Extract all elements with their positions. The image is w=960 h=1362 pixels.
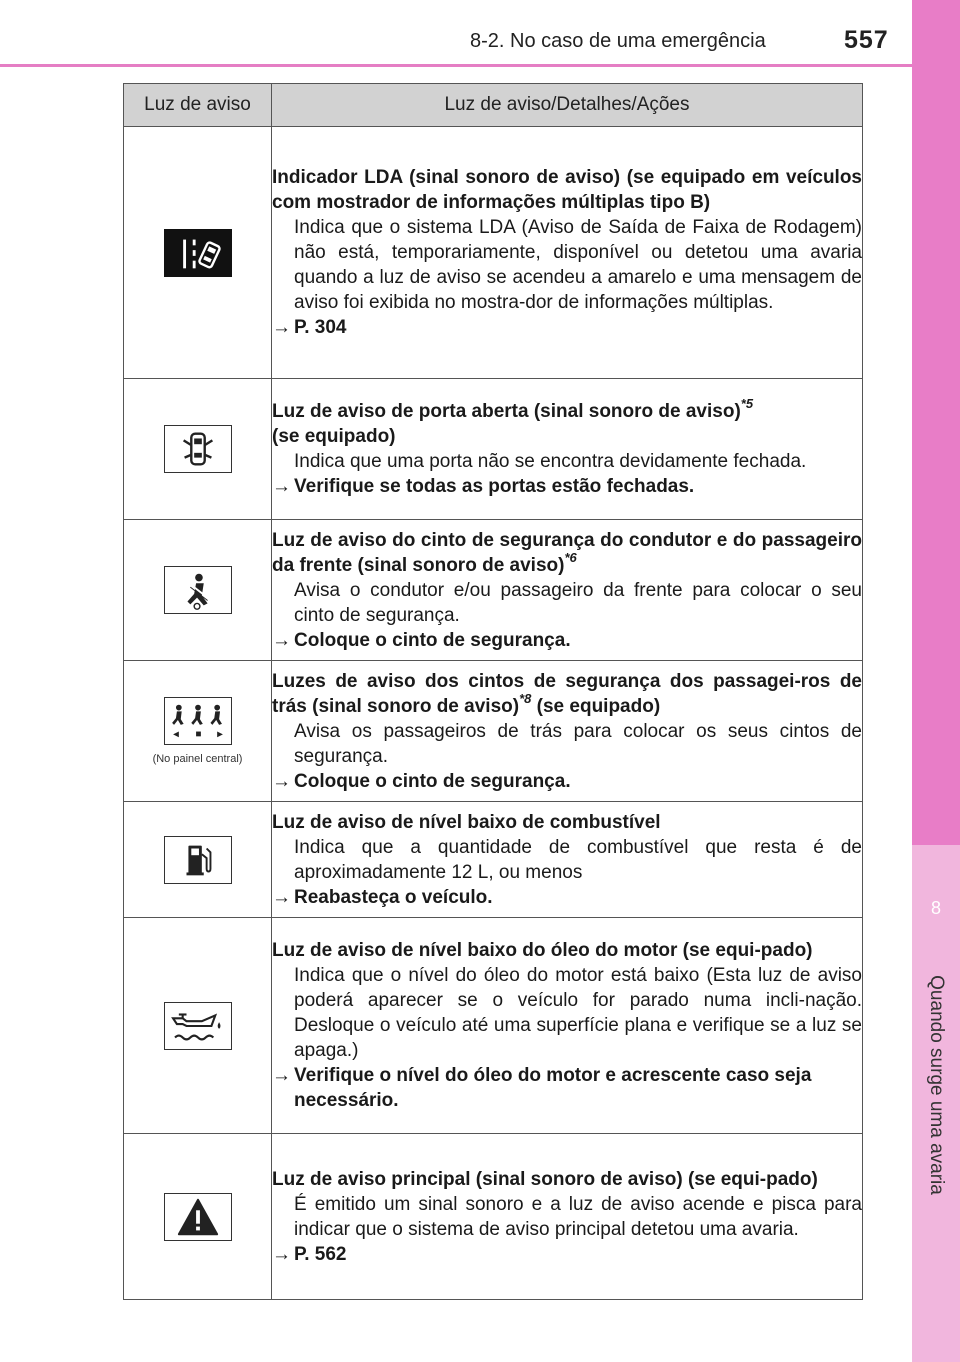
table-row: [124, 520, 863, 661]
row-title: Luzes de aviso dos cintos de segurança dos passagei-ros de trás (sinal sonoro de aviso)$^{*8}$ (se equipado): [272, 670, 862, 717]
footnote-marker: *5: [740, 396, 754, 411]
action-text: Verifique se todas as portas estão fechadas.: [294, 476, 695, 497]
table-row: [124, 802, 863, 918]
icon-cell: [124, 520, 272, 661]
row-title: Luz de aviso de nível baixo do óleo do motor (se equi-pado): [272, 940, 813, 961]
lda-lane-departure-icon: [164, 229, 232, 277]
description-cell: [272, 520, 863, 661]
arrow-icon: →: [272, 886, 291, 908]
chapter-title: Quando surge uma avaria: [926, 975, 947, 1195]
seatbelt-icon: [164, 566, 232, 614]
chapter-number: 8: [930, 898, 941, 918]
page-reference: P. 304: [294, 317, 347, 338]
rear-seatbelts-icon: [164, 697, 232, 745]
arrow-icon: →: [272, 476, 291, 497]
description-cell: [272, 1134, 863, 1300]
icon-cell: [124, 661, 272, 802]
side-chapter: [912, 0, 960, 918]
icon-cell: [124, 379, 272, 520]
icon-caption: (No painel central): [152, 753, 243, 765]
icon-cell: [124, 918, 272, 1134]
column-header-details: Luz de aviso/Detalhes/Ações: [272, 84, 863, 127]
row-action: [272, 769, 862, 794]
row-title: Luz de aviso de porta aberta (sinal sonoro de aviso)$^{*5}$ (se equipado): [272, 396, 754, 447]
arrow-icon: →: [272, 317, 291, 338]
description-cell: [272, 127, 863, 379]
description-cell: [272, 918, 863, 1134]
header-rule: [0, 64, 912, 67]
section-title: 8-2. No caso de uma emergência: [470, 30, 766, 52]
description-cell: [272, 379, 863, 520]
arrow-icon: →: [272, 770, 291, 792]
row-action: [272, 474, 862, 499]
row-action: [272, 1242, 862, 1267]
row-body: Indica que o nível do óleo do motor está baixo (Esta luz de aviso poderá aparecer se o veículo for parado numa incli-nação. Desloque o veículo até uma superfície plana e verifique se a luz se apaga.): [294, 965, 862, 1061]
table-row: [124, 661, 863, 802]
arrow-icon: →: [272, 1243, 291, 1265]
table-row: [124, 127, 863, 379]
row-body: Avisa o condutor e/ou passageiro da frente para colocar o seu cinto de segurança.: [294, 579, 862, 626]
footnote-marker: *8: [519, 690, 532, 706]
action-text: Coloque o cinto de segurança.: [294, 770, 571, 792]
column-header-light: Luz de aviso: [124, 84, 272, 127]
table-row: [124, 1134, 863, 1300]
row-title: Indicador LDA (sinal sonoro de aviso) (se equipado em veículos com mostrador de informações múltiplas tipo B): [272, 167, 862, 213]
description-cell: [272, 802, 863, 918]
row-body: Indica que uma porta não se encontra devidamente fechada.: [294, 451, 807, 472]
row-action: [272, 628, 862, 653]
page-number: 557: [844, 26, 889, 54]
row-title: Luz de aviso do cinto de segurança do condutor e do passageiro da frente (sinal sonoro de aviso)$^{*6}$: [272, 529, 862, 576]
row-title: Luz de aviso de nível baixo de combustível: [272, 811, 661, 833]
description-cell: [272, 661, 863, 802]
icon-cell: [124, 1134, 272, 1300]
arrow-icon: →: [272, 1065, 291, 1086]
action-text: Verifique o nível do óleo do motor e acrescente caso seja necessário.: [294, 1065, 812, 1111]
fuel-pump-icon: [164, 836, 232, 884]
row-action: [272, 1063, 862, 1113]
table-row: [124, 379, 863, 520]
action-text: Reabasteça o veículo.: [294, 886, 493, 908]
row-body: Avisa os passageiros de trás para colocar os seus cintos de segurança.: [294, 720, 862, 767]
icon-cell: [124, 802, 272, 918]
page-reference: P. 562: [294, 1243, 347, 1265]
warning-lights-table: [123, 83, 863, 1300]
icon-cell: [124, 127, 272, 379]
master-warning-icon: [164, 1193, 232, 1241]
row-action: [272, 885, 862, 910]
action-text: Coloque o cinto de segurança.: [294, 629, 571, 651]
row-body: Indica que a quantidade de combustível que resta é de aproximadamente 12 L, ou menos: [294, 836, 862, 883]
table-header-row: [124, 84, 863, 127]
table-row: [124, 918, 863, 1134]
row-body: Indica que o sistema LDA (Aviso de Saída de Faixa de Rodagem) não está, temporariamente, disponível ou detetou uma avaria quando a luz de aviso se acendeu a amarelo e uma mensagem de aviso foi exibida no mostra-dor de informações múltiplas.: [294, 217, 862, 313]
arrow-icon: →: [272, 629, 291, 651]
open-door-icon: [164, 425, 232, 473]
row-body: É emitido um sinal sonoro e a luz de aviso acende e pisca para indicar que o sistema de aviso principal detetou uma avaria.: [294, 1193, 862, 1240]
row-action: [272, 315, 862, 340]
oil-can-icon: [164, 1002, 232, 1050]
row-title: Luz de aviso principal (sinal sonoro de aviso) (se equi-pado): [272, 1168, 818, 1190]
footnote-marker: *6: [564, 549, 577, 565]
